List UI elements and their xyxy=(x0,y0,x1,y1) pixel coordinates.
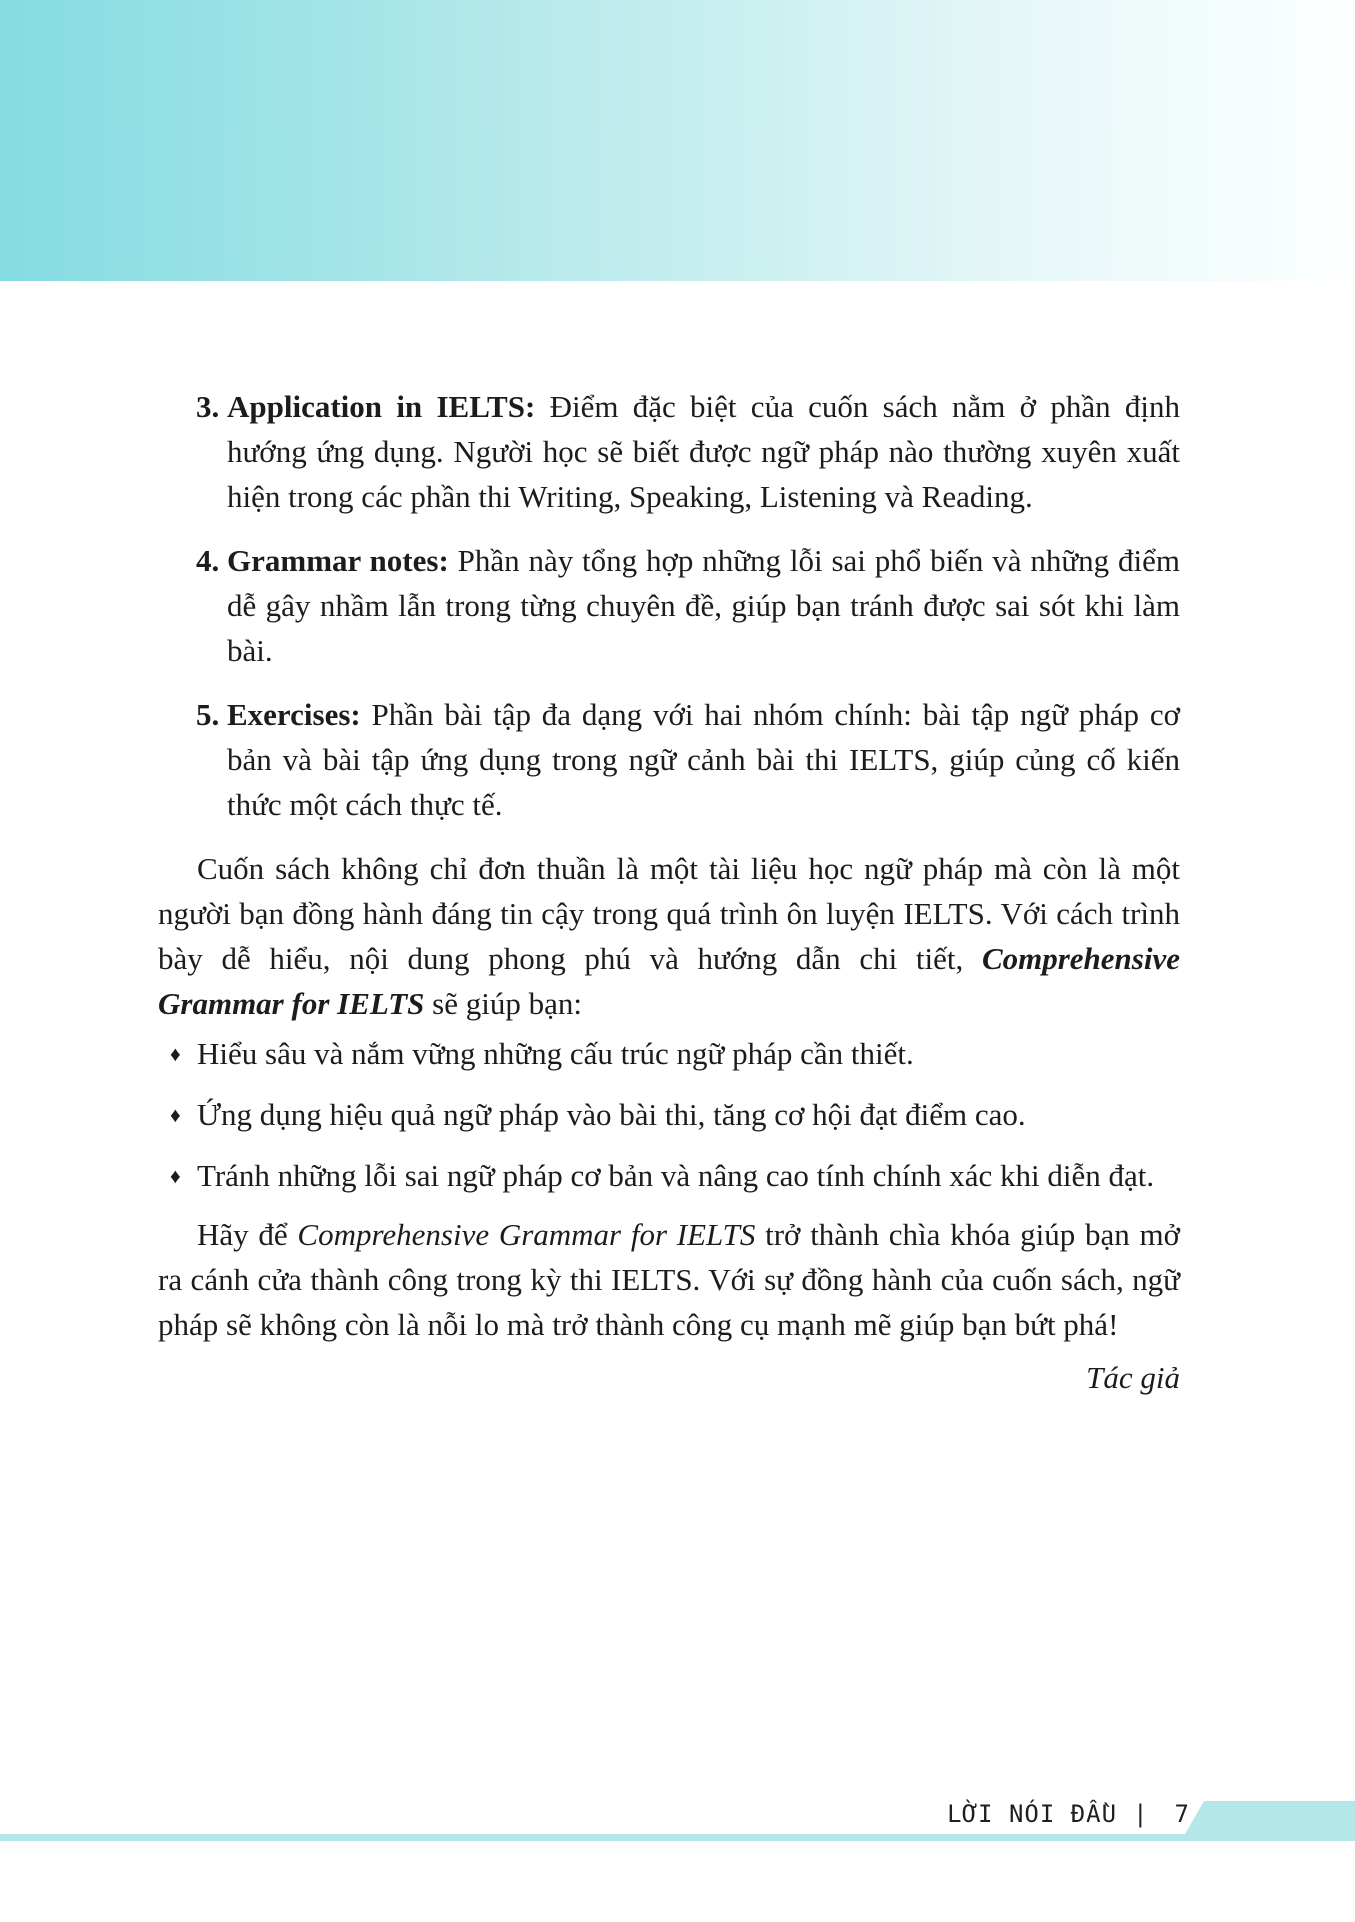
bullet-text: Hiểu sâu và nắm vững những cấu trúc ngữ pháp cần thiết. xyxy=(197,1036,914,1071)
numbered-item-grammar-notes xyxy=(158,538,1180,673)
item-label: Application in IELTS: xyxy=(227,389,536,424)
item-number: 3. xyxy=(196,389,220,424)
author-signature: Tác giả xyxy=(1086,1360,1180,1395)
item-text: Điểm đặc biệt của cuốn sách nằm ở phần định hướng ứng dụng. Người học sẽ biết được ngữ pháp nào thường xuyên xuất hiện trong các phần thi Writing, Speaking, Listening và Reading. xyxy=(227,389,1181,514)
numbered-item-exercises xyxy=(158,692,1180,827)
benefits-bullet-list xyxy=(158,1031,1180,1198)
diamond-bullet-icon: ♦ xyxy=(170,1042,181,1066)
bullet-text: Ứng dụng hiệu quả ngữ pháp vào bài thi, tăng cơ hội đạt điểm cao. xyxy=(197,1097,1026,1132)
item-text: Phần bài tập đa dạng với hai nhóm chính: bài tập ngữ pháp cơ bản và bài tập ứng dụng trong ngữ cảnh bài thi IELTS, giúp củng cố kiến thức một cách thực tế. xyxy=(227,697,1180,822)
intro-text-post: sẽ giúp bạn: xyxy=(424,986,582,1021)
footer-separator: | xyxy=(1133,1800,1149,1828)
footer-section-label: LỜI NÓI ĐẦU xyxy=(947,1800,1118,1828)
footer-accent-strip xyxy=(0,1834,1355,1841)
closing-paragraph xyxy=(158,1212,1180,1347)
item-label: Exercises: xyxy=(227,697,361,732)
item-text: Phần này tổng hợp những lỗi sai phổ biến và những điểm dễ gây nhầm lẫn trong từng chuyên đề, giúp bạn tránh được sai sót khi làm bài. xyxy=(227,543,1180,668)
top-gradient-band xyxy=(0,0,1355,281)
footer-accent-parallelogram xyxy=(1185,1801,1355,1834)
intro-paragraph xyxy=(158,846,1180,1026)
page-number: 7 xyxy=(1174,1800,1190,1828)
closing-text-pre: Hãy để xyxy=(197,1217,298,1252)
item-label: Grammar notes: xyxy=(227,543,449,578)
footer-running-head xyxy=(947,1800,1190,1828)
list-item xyxy=(158,1153,1180,1198)
book-title: Comprehensive Grammar for IELTS xyxy=(297,1217,756,1252)
item-number: 4. xyxy=(196,543,220,578)
numbered-item-application xyxy=(158,384,1180,519)
page-content xyxy=(158,384,1180,1431)
closing-text-post: trở thành chìa khóa giúp bạn mở ra cánh cửa thành công trong kỳ thi IELTS. Với sự đồng hành của cuốn sách, ngữ pháp sẽ không còn là nỗi lo mà trở thành công cụ mạnh mẽ giúp bạn bứt phá! xyxy=(158,1217,1181,1342)
diamond-bullet-icon: ♦ xyxy=(170,1164,181,1188)
list-item xyxy=(158,1031,1180,1076)
bullet-text: Tránh những lỗi sai ngữ pháp cơ bản và nâng cao tính chính xác khi diễn đạt. xyxy=(197,1158,1155,1193)
intro-text-pre: Cuốn sách không chỉ đơn thuần là một tài liệu học ngữ pháp mà còn là một người bạn đồng hành đáng tin cậy trong quá trình ôn luyện IELTS. Với cách trình bày dễ hiểu, nội dung phong phú và hướng dẫn chi tiết, xyxy=(158,851,1180,976)
book-title: Comprehensive Grammar for IELTS xyxy=(158,941,1180,1021)
item-number: 5. xyxy=(196,697,220,732)
diamond-bullet-icon: ♦ xyxy=(170,1103,181,1127)
list-item xyxy=(158,1092,1180,1137)
